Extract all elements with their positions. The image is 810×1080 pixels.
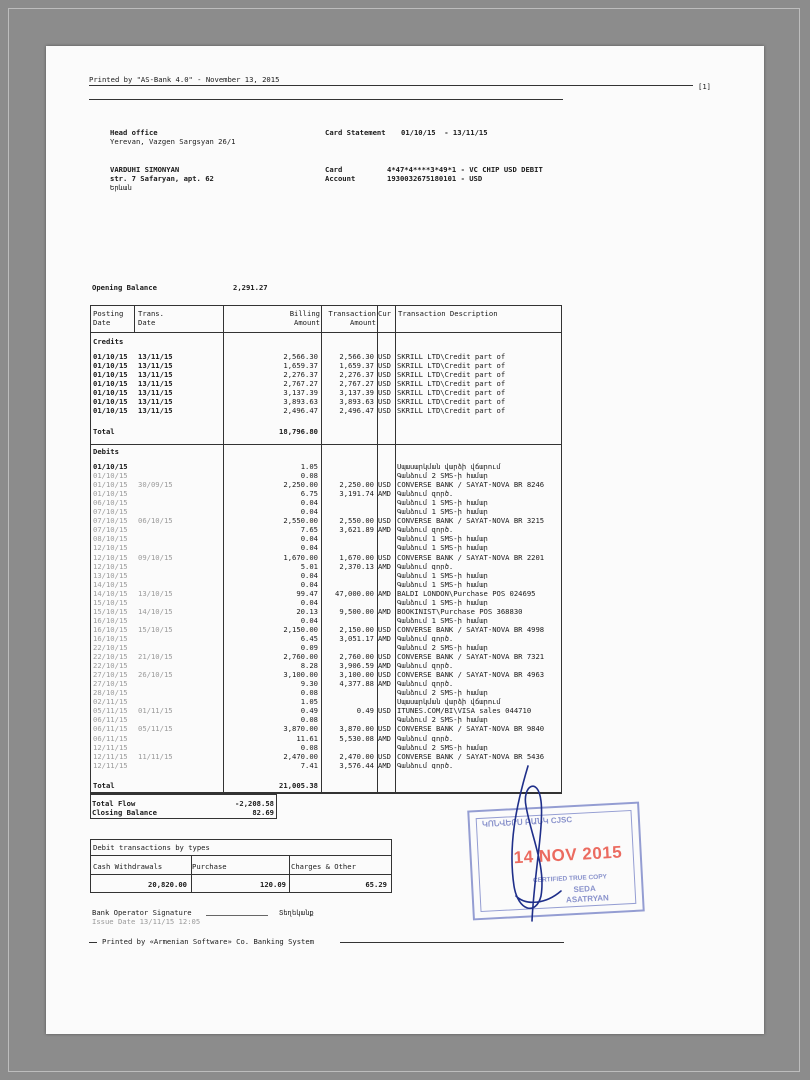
description-cell: Գանձում 1 SMS-ի համար	[397, 544, 488, 552]
billing-amount-cell: 2,566.30	[283, 353, 318, 361]
posting-date-cell: 12/11/15	[93, 743, 128, 752]
currency-cell: USD	[378, 371, 391, 379]
currency-cell: USD	[378, 353, 391, 361]
posting-date-cell: 12/10/15	[93, 562, 128, 571]
currency-cell: AMD	[378, 634, 391, 643]
transaction-amount-cell: 3,893.63	[339, 398, 374, 406]
billing-amount-cell: 2,767.27	[283, 380, 318, 388]
billing-amount-cell: 2,470.00	[283, 752, 318, 761]
card-label: Card	[325, 165, 343, 174]
currency-cell: USD	[378, 707, 391, 715]
description-cell: SKRILL LTD\Credit part of	[397, 371, 506, 379]
transaction-amount-cell: 1,670.00	[339, 553, 374, 561]
debits-section-label: Debits	[93, 447, 119, 456]
currency-cell: AMD	[378, 607, 391, 616]
billing-amount-cell: 1,670.00	[283, 553, 318, 561]
description-cell: Սպասարկման վարձի վճարում	[397, 463, 501, 471]
posting-date-cell: 12/11/15	[93, 752, 128, 761]
currency-cell: USD	[378, 389, 391, 397]
debit-types-title: Debit transactions by types	[93, 843, 210, 852]
transaction-amount-cell: 3,906.59	[339, 662, 374, 670]
card-value: 4*47*4****3*49*1 - VC CHIP USD DEBIT	[387, 165, 543, 174]
billing-amount-cell: 7.41	[300, 761, 318, 770]
posting-date-cell: 22/10/15	[93, 662, 128, 670]
row-divider	[91, 874, 391, 875]
billing-amount-cell: 0.09	[300, 644, 318, 652]
currency-cell: USD	[378, 653, 391, 661]
trans-date-cell: 05/11/15	[138, 725, 173, 733]
description-cell: Գանձում 2 SMS-ի համար	[397, 644, 488, 652]
operator-signature-label: Bank Operator Signature	[92, 908, 192, 917]
billing-amount-cell: 3,100.00	[283, 671, 318, 679]
header-rule-2	[89, 99, 563, 100]
printed-by-line: Printed by "AS-Bank 4.0" - November 13, 2015	[89, 75, 280, 84]
posting-date-cell: 01/10/15	[93, 490, 128, 498]
total-flow-value: -2,208.58	[235, 799, 274, 808]
transaction-amount-cell: 3,870.00	[339, 725, 374, 733]
currency-cell: USD	[378, 553, 391, 561]
billing-amount-cell: 0.04	[300, 508, 318, 516]
currency-cell: AMD	[378, 761, 391, 770]
billing-amount-cell: 2,760.00	[283, 653, 318, 661]
col-posting-date: Posting Date	[93, 309, 124, 327]
customer-city: Երևան	[110, 183, 132, 192]
statement-label: Card Statement	[325, 128, 386, 137]
posting-date-cell: 15/10/15	[93, 598, 128, 607]
description-cell: Գանձում զործ.	[397, 662, 454, 670]
description-cell: CONVERSE BANK / SAYAT-NOVA BR 4963	[397, 671, 545, 679]
description-cell: Սպասարկման վարձի վճարում	[397, 698, 501, 706]
opening-balance-value: 2,291.27	[233, 283, 268, 292]
description-cell: Գանձում 2 SMS-ի համար	[397, 716, 488, 724]
col-currency: Cur	[378, 309, 391, 318]
transaction-amount-cell: 47,000.00	[335, 589, 374, 598]
posting-date-cell: 01/10/15	[93, 371, 128, 379]
description-cell: Գանձում 2 SMS-ի համար	[397, 743, 488, 752]
transaction-amount-cell: 2,767.27	[339, 380, 374, 388]
description-cell: CONVERSE BANK / SAYAT-NOVA BR 5436	[397, 752, 545, 761]
billing-amount-cell: 0.08	[300, 716, 318, 724]
posting-date-cell: 07/10/15	[93, 508, 128, 516]
col-divider	[289, 855, 290, 892]
col-trans-date: Trans. Date	[138, 309, 164, 327]
trans-date-cell: 13/11/15	[138, 398, 173, 406]
stamp-date: 14 NOV 2015	[513, 842, 623, 868]
billing-amount-cell: 3,137.39	[283, 389, 318, 397]
posting-date-cell: 12/11/15	[93, 761, 128, 770]
trans-date-cell: 26/10/15	[138, 671, 173, 679]
description-cell: CONVERSE BANK / SAYAT-NOVA BR 9840	[397, 725, 545, 733]
posting-date-cell: 01/10/15	[93, 481, 128, 489]
billing-amount-cell: 0.04	[300, 598, 318, 607]
currency-cell: USD	[378, 407, 391, 415]
description-cell: Գանձում զործ.	[397, 680, 454, 688]
stamp-bank-name: ԿՈՆՎԵՐՍ ԲԱՆԿ CJSC	[481, 815, 573, 829]
trans-date-cell: 01/11/15	[138, 707, 173, 715]
signature-scribble	[486, 746, 576, 946]
transaction-amount-cell: 3,576.44	[339, 761, 374, 770]
posting-date-cell: 28/10/15	[93, 689, 128, 697]
branch-address: Yerevan, Vazgen Sargsyan 26/1	[110, 137, 236, 146]
customer-name: VARDUHI SIMONYAN	[110, 165, 180, 174]
billing-amount-cell: 6.75	[300, 490, 318, 498]
description-cell: Գանձում 1 SMS-ի համար	[397, 508, 488, 516]
description-cell: Գանձում 2 SMS-ի համար	[397, 472, 488, 480]
charges-label: Charges & Other	[291, 862, 356, 871]
billing-amount-cell: 2,550.00	[283, 517, 318, 525]
closing-balance-label: Closing Balance	[92, 808, 157, 817]
description-cell: SKRILL LTD\Credit part of	[397, 407, 506, 415]
billing-amount-cell: 0.08	[300, 689, 318, 697]
signature-line	[206, 915, 268, 916]
credits-total-value: 18,796.80	[279, 427, 318, 436]
posting-date-cell: 14/10/15	[93, 580, 128, 589]
currency-cell: AMD	[378, 490, 391, 498]
description-cell: Գանձում 1 SMS-ի համար	[397, 580, 488, 589]
transaction-amount-cell: 2,496.47	[339, 407, 374, 415]
trans-date-cell: 13/11/15	[138, 407, 173, 415]
footer-rule-left	[89, 942, 97, 943]
posting-date-cell: 16/10/15	[93, 616, 128, 625]
operator-signature-name: Տեղեկանք	[279, 908, 314, 917]
currency-cell: USD	[378, 380, 391, 388]
currency-cell: USD	[378, 362, 391, 370]
billing-amount-cell: 3,893.63	[283, 398, 318, 406]
trans-date-cell: 13/11/15	[138, 380, 173, 388]
description-cell: CONVERSE BANK / SAYAT-NOVA BR 7321	[397, 653, 545, 661]
billing-amount-cell: 0.08	[300, 743, 318, 752]
description-cell: BOOKINIST\Purchase POS 368830	[397, 607, 523, 616]
transaction-amount-cell: 9,500.00	[339, 607, 374, 616]
stamp-officer-name: ASATRYAN	[565, 893, 610, 905]
transaction-amount-cell: 5,530.08	[339, 734, 374, 742]
closing-balance-value: 82.69	[252, 808, 274, 817]
currency-cell: USD	[378, 725, 391, 733]
transaction-amount-cell: 4,377.88	[339, 680, 374, 688]
billing-amount-cell: 11.61	[296, 734, 318, 742]
posting-date-cell: 16/10/15	[93, 625, 128, 634]
trans-date-cell: 13/11/15	[138, 353, 173, 361]
posting-date-cell: 01/10/15	[93, 463, 128, 471]
description-cell: ITUNES.COM/BI\VISA sales 044710	[397, 707, 532, 715]
billing-amount-cell: 0.49	[300, 707, 318, 715]
billing-amount-cell: 0.08	[300, 472, 318, 480]
header-rule	[89, 85, 693, 86]
posting-date-cell: 06/11/15	[93, 716, 128, 724]
page-number: [1]	[698, 82, 711, 91]
trans-date-cell: 13/11/15	[138, 389, 173, 397]
description-cell: Գանձում 1 SMS-ի համար	[397, 571, 488, 580]
posting-date-cell: 12/10/15	[93, 553, 128, 561]
posting-date-cell: 12/10/15	[93, 544, 128, 552]
col-divider	[395, 306, 396, 793]
billing-amount-cell: 5.01	[300, 562, 318, 571]
account-label: Account	[325, 174, 356, 183]
transaction-amount-cell: 2,550.00	[339, 517, 374, 525]
transactions-table	[90, 305, 562, 794]
billing-amount-cell: 0.04	[300, 580, 318, 589]
total-flow-label: Total Flow	[92, 799, 136, 808]
transaction-amount-cell: 2,370.13	[339, 562, 374, 571]
posting-date-cell: 27/10/15	[93, 680, 128, 688]
transaction-amount-cell: 3,051.17	[339, 634, 374, 643]
posting-date-cell: 22/10/15	[93, 644, 128, 652]
description-cell: Գանձում զործ.	[397, 734, 454, 742]
transaction-amount-cell: 2,566.30	[339, 353, 374, 361]
billing-amount-cell: 0.04	[300, 571, 318, 580]
col-billing-amount: Billing Amount	[289, 309, 320, 327]
billing-amount-cell: 0.04	[300, 499, 318, 507]
description-cell: SKRILL LTD\Credit part of	[397, 353, 506, 361]
stamp-branch: SEDA	[573, 883, 596, 895]
charges-value: 65.29	[365, 880, 387, 889]
posting-date-cell: 16/10/15	[93, 634, 128, 643]
currency-cell: AMD	[378, 562, 391, 571]
posting-date-cell: 01/10/15	[93, 362, 128, 370]
billing-amount-cell: 7.65	[300, 526, 318, 534]
statement-page	[46, 46, 764, 1034]
description-cell: Գանձում 1 SMS-ի համար	[397, 616, 488, 625]
posting-date-cell: 15/10/15	[93, 607, 128, 616]
description-cell: BALDI LONDON\Purchase POS 024695	[397, 589, 536, 598]
currency-cell: AMD	[378, 662, 391, 670]
currency-cell: AMD	[378, 589, 391, 598]
posting-date-cell: 06/11/15	[93, 725, 128, 733]
currency-cell: AMD	[378, 526, 391, 534]
description-cell: CONVERSE BANK / SAYAT-NOVA BR 2201	[397, 553, 545, 561]
trans-date-cell: 13/11/15	[138, 362, 173, 370]
billing-amount-cell: 0.04	[300, 544, 318, 552]
billing-amount-cell: 0.04	[300, 616, 318, 625]
trans-date-cell: 14/10/15	[138, 607, 173, 616]
billing-amount-cell: 1,659.37	[283, 362, 318, 370]
transaction-amount-cell: 2,276.37	[339, 371, 374, 379]
billing-amount-cell: 1.05	[300, 463, 318, 471]
purchase-label: Purchase	[192, 862, 227, 871]
posting-date-cell: 22/10/15	[93, 653, 128, 661]
currency-cell: USD	[378, 671, 391, 679]
description-cell: Գանձում զործ.	[397, 526, 454, 534]
transaction-amount-cell: 1,659.37	[339, 362, 374, 370]
billing-amount-cell: 3,870.00	[283, 725, 318, 733]
posting-date-cell: 14/10/15	[93, 589, 128, 598]
billing-amount-cell: 2,150.00	[283, 625, 318, 634]
billing-amount-cell: 8.28	[300, 662, 318, 670]
trans-date-cell: 13/10/15	[138, 589, 173, 598]
billing-amount-cell: 1.05	[300, 698, 318, 706]
posting-date-cell: 07/10/15	[93, 526, 128, 534]
description-cell: Գանձում 1 SMS-ի համար	[397, 598, 488, 607]
description-cell: Գանձում 2 SMS-ի համար	[397, 689, 488, 697]
currency-cell: USD	[378, 752, 391, 761]
billing-amount-cell: 20.13	[296, 607, 318, 616]
stamp-certified: CERTIFIED TRUE COPY	[532, 873, 608, 885]
col-description: Transaction Description	[398, 309, 498, 318]
account-value: 1930032675180101 - USD	[387, 174, 483, 183]
description-cell: SKRILL LTD\Credit part of	[397, 380, 506, 388]
trans-date-cell: 11/11/15	[138, 752, 173, 761]
branch-name: Head office	[110, 128, 158, 137]
description-cell: SKRILL LTD\Credit part of	[397, 362, 506, 370]
posting-date-cell: 01/10/15	[93, 398, 128, 406]
posting-date-cell: 08/10/15	[93, 535, 128, 543]
transaction-amount-cell: 3,191.74	[339, 490, 374, 498]
description-cell: Գանձում 1 SMS-ի համար	[397, 499, 488, 507]
credits-total-label: Total	[93, 427, 115, 436]
currency-cell: USD	[378, 517, 391, 525]
posting-date-cell: 01/10/15	[93, 472, 128, 480]
credits-section-label: Credits	[93, 337, 124, 346]
posting-date-cell: 07/10/15	[93, 517, 128, 525]
section-divider	[91, 444, 561, 445]
posting-date-cell: 06/10/15	[93, 499, 128, 507]
currency-cell: USD	[378, 481, 391, 489]
trans-date-cell: 06/10/15	[138, 517, 173, 525]
debits-total-label: Total	[93, 781, 115, 790]
description-cell: CONVERSE BANK / SAYAT-NOVA BR 8246	[397, 481, 545, 489]
description-cell: Գանձում զործ.	[397, 761, 454, 770]
transaction-amount-cell: 2,470.00	[339, 752, 374, 761]
opening-balance-label: Opening Balance	[92, 283, 157, 292]
billing-amount-cell: 2,496.47	[283, 407, 318, 415]
description-cell: Գանձում 1 SMS-ի համար	[397, 535, 488, 543]
transaction-amount-cell: 2,760.00	[339, 653, 374, 661]
billing-amount-cell: 0.04	[300, 535, 318, 543]
trans-date-cell: 15/10/15	[138, 625, 173, 634]
transaction-amount-cell: 0.49	[356, 707, 374, 715]
currency-cell: AMD	[378, 680, 391, 688]
billing-amount-cell: 6.45	[300, 634, 318, 643]
currency-cell: AMD	[378, 734, 391, 742]
posting-date-cell: 05/11/15	[93, 707, 128, 715]
transaction-amount-cell: 3,100.00	[339, 671, 374, 679]
description-cell: SKRILL LTD\Credit part of	[397, 398, 506, 406]
transaction-amount-cell: 2,250.00	[339, 481, 374, 489]
billing-amount-cell: 9.30	[300, 680, 318, 688]
trans-date-cell: 21/10/15	[138, 653, 173, 661]
description-cell: CONVERSE BANK / SAYAT-NOVA BR 4998	[397, 625, 545, 634]
transaction-amount-cell: 3,137.39	[339, 389, 374, 397]
trans-date-cell: 30/09/15	[138, 481, 173, 489]
statement-period: 01/10/15 - 13/11/15	[401, 128, 488, 137]
trans-date-cell: 13/11/15	[138, 371, 173, 379]
trans-date-cell: 09/10/15	[138, 553, 173, 561]
posting-date-cell: 01/10/15	[93, 389, 128, 397]
description-cell: Գանձում զործ.	[397, 634, 454, 643]
description-cell: SKRILL LTD\Credit part of	[397, 389, 506, 397]
posting-date-cell: 06/11/15	[93, 734, 128, 742]
software-credit: Printed by «Armenian Software» Co. Banking System	[102, 937, 315, 946]
description-cell: Գանձում զործ.	[397, 562, 454, 571]
issue-date: Issue Date 13/11/15 12:05	[92, 917, 201, 926]
debits-total-value: 21,005.38	[279, 781, 318, 790]
posting-date-cell: 01/10/15	[93, 380, 128, 388]
posting-date-cell: 02/11/15	[93, 698, 128, 706]
billing-amount-cell: 2,250.00	[283, 481, 318, 489]
row-divider	[91, 855, 391, 856]
customer-street: str. 7 Safaryan, apt. 62	[110, 174, 214, 183]
col-divider	[134, 306, 135, 332]
transaction-amount-cell: 3,621.89	[339, 526, 374, 534]
header-divider	[91, 332, 561, 333]
description-cell: CONVERSE BANK / SAYAT-NOVA BR 3215	[397, 517, 545, 525]
billing-amount-cell: 99.47	[296, 589, 318, 598]
description-cell: Գանձում զործ.	[397, 490, 454, 498]
col-transaction-amount: Transaction Amount	[328, 309, 376, 327]
posting-date-cell: 13/10/15	[93, 571, 128, 580]
posting-date-cell: 01/10/15	[93, 407, 128, 415]
posting-date-cell: 27/10/15	[93, 671, 128, 679]
cash-withdrawals-label: Cash Withdrawals	[93, 862, 163, 871]
billing-amount-cell: 2,276.37	[283, 371, 318, 379]
posting-date-cell: 01/10/15	[93, 353, 128, 361]
currency-cell: USD	[378, 398, 391, 406]
cash-withdrawals-value: 20,820.00	[148, 880, 187, 889]
transaction-amount-cell: 2,150.00	[339, 625, 374, 634]
purchase-value: 120.09	[260, 880, 286, 889]
currency-cell: USD	[378, 625, 391, 634]
